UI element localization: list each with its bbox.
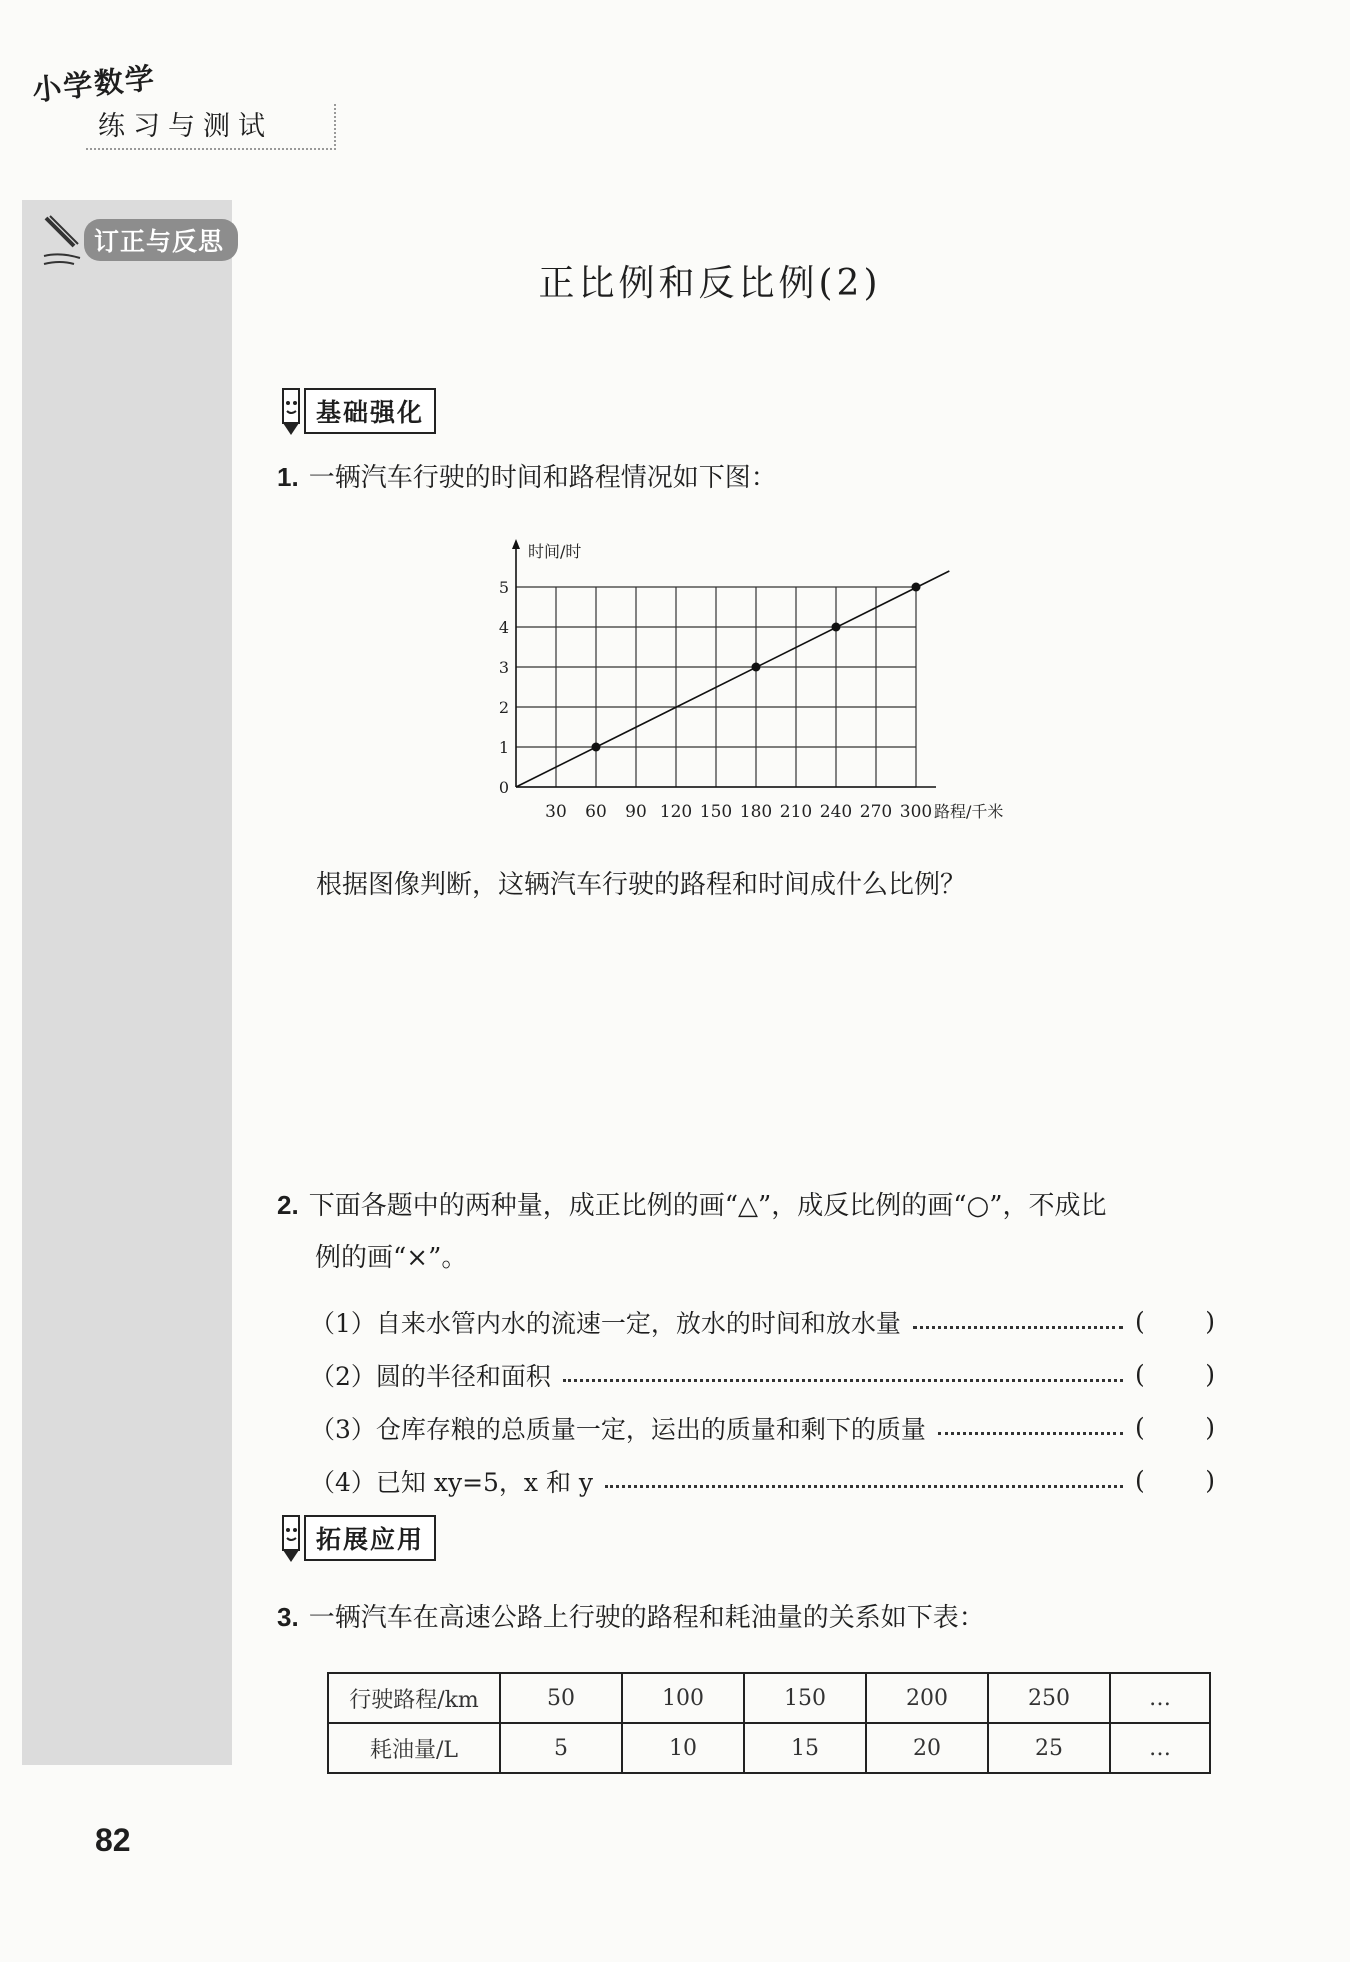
x-tick-label: 150 — [699, 802, 733, 822]
answer-blank[interactable]: ( ) — [1135, 1307, 1215, 1336]
answer-blank[interactable]: ( ) — [1135, 1360, 1215, 1389]
table-cell: 100 — [622, 1673, 744, 1723]
section-extend-label: 拓展应用 — [304, 1515, 436, 1561]
brand-subtitle: 练习与测试 — [86, 104, 336, 150]
question-2 — [277, 1186, 1237, 1277]
y-tick-label: 0 — [498, 778, 510, 797]
page-number: 82 — [95, 1822, 131, 1858]
y-tick-label: 3 — [498, 658, 510, 677]
item-label: （2）圆的半径和面积 — [310, 1361, 551, 1391]
series-line — [516, 571, 949, 787]
y-axis-arrow — [512, 539, 520, 549]
item-label: （1）自来水管内水的流速一定，放水的时间和放水量 — [310, 1308, 901, 1338]
question-2-items — [310, 1295, 1215, 1507]
table-cell: 20 — [866, 1723, 988, 1773]
item-label: （4）已知 xy=5，x 和 y — [310, 1467, 594, 1497]
table-cell: 行驶路程/km — [328, 1673, 500, 1723]
page-title: 正比例和反比例(2) — [538, 263, 882, 304]
table-cell: 5 — [500, 1723, 622, 1773]
question-1-followup: 根据图像判断，这辆汽车行驶的路程和时间成什么比例？ — [316, 870, 967, 900]
y-tick-label: 4 — [498, 618, 510, 637]
pencil-mascot-icon — [278, 1512, 304, 1564]
table-row — [328, 1723, 1210, 1773]
item-label: （3）仓库存粮的总质量一定，运出的质量和剩下的质量 — [310, 1414, 926, 1444]
data-point — [832, 623, 841, 632]
section-basic — [278, 385, 436, 437]
x-tick-label: 210 — [779, 802, 813, 822]
data-point — [912, 583, 921, 592]
dot-leader — [913, 1314, 1123, 1329]
question-number: 2. — [277, 1190, 299, 1220]
dot-leader — [563, 1367, 1123, 1382]
table-cell: 150 — [744, 1673, 866, 1723]
y-tick-label: 1 — [498, 738, 510, 757]
distance-fuel-table — [327, 1672, 1211, 1774]
x-tick-label: 240 — [819, 802, 853, 822]
correction-sidebar — [22, 200, 232, 1765]
x-tick-label: 60 — [585, 802, 607, 822]
table-cell: 50 — [500, 1673, 622, 1723]
table-cell: 25 — [988, 1723, 1110, 1773]
table-cell: 15 — [744, 1723, 866, 1773]
section-extend — [278, 1512, 436, 1564]
x-tick-label: 180 — [739, 802, 773, 822]
question-number: 3. — [277, 1602, 299, 1632]
question-3 — [277, 1598, 985, 1637]
y-tick-label: 2 — [498, 698, 510, 717]
x-tick-label: 30 — [545, 802, 567, 822]
table-cell: 200 — [866, 1673, 988, 1723]
sidebar-tag-label: 订正与反思 — [84, 219, 238, 261]
x-tick-label: 270 — [859, 802, 893, 822]
table-cell: 250 — [988, 1673, 1110, 1723]
question-text: 一辆汽车行驶的时间和路程情况如下图： — [308, 463, 777, 493]
question-1 — [277, 458, 777, 497]
answer-blank[interactable]: ( ) — [1135, 1413, 1215, 1442]
table-cell: 10 — [622, 1723, 744, 1773]
dot-leader — [938, 1420, 1123, 1435]
data-point — [752, 663, 761, 672]
answer-blank[interactable]: ( ) — [1135, 1466, 1215, 1495]
time-distance-chart — [480, 535, 1040, 825]
table-cell: … — [1110, 1723, 1210, 1773]
x-axis-label: 路程/千米 — [934, 802, 1004, 821]
list-item — [310, 1401, 1215, 1454]
table-cell: 耗油量/L — [328, 1723, 500, 1773]
pencil-mascot-icon — [278, 385, 304, 437]
question-number: 1. — [277, 462, 299, 492]
y-tick-label: 5 — [498, 578, 510, 597]
x-tick-label: 300 — [899, 802, 933, 822]
question-text: 一辆汽车在高速公路上行驶的路程和耗油量的关系如下表： — [308, 1603, 985, 1633]
list-item — [310, 1295, 1215, 1348]
data-point — [592, 743, 601, 752]
list-item — [310, 1454, 1215, 1507]
x-tick-label: 90 — [625, 802, 647, 822]
question-text-line1: 下面各题中的两种量，成正比例的画“△”，成反比例的画“○”，不成比 — [308, 1191, 1107, 1221]
brand-title: 小学数学 — [30, 60, 158, 108]
section-basic-label: 基础强化 — [304, 388, 436, 434]
y-axis-label: 时间/时 — [528, 542, 582, 561]
x-tick-label: 120 — [659, 802, 693, 822]
table-row — [328, 1673, 1210, 1723]
question-text-line2: 例的画“×”。 — [315, 1243, 468, 1273]
list-item — [310, 1348, 1215, 1401]
dot-leader — [605, 1473, 1123, 1488]
table-cell: … — [1110, 1673, 1210, 1723]
